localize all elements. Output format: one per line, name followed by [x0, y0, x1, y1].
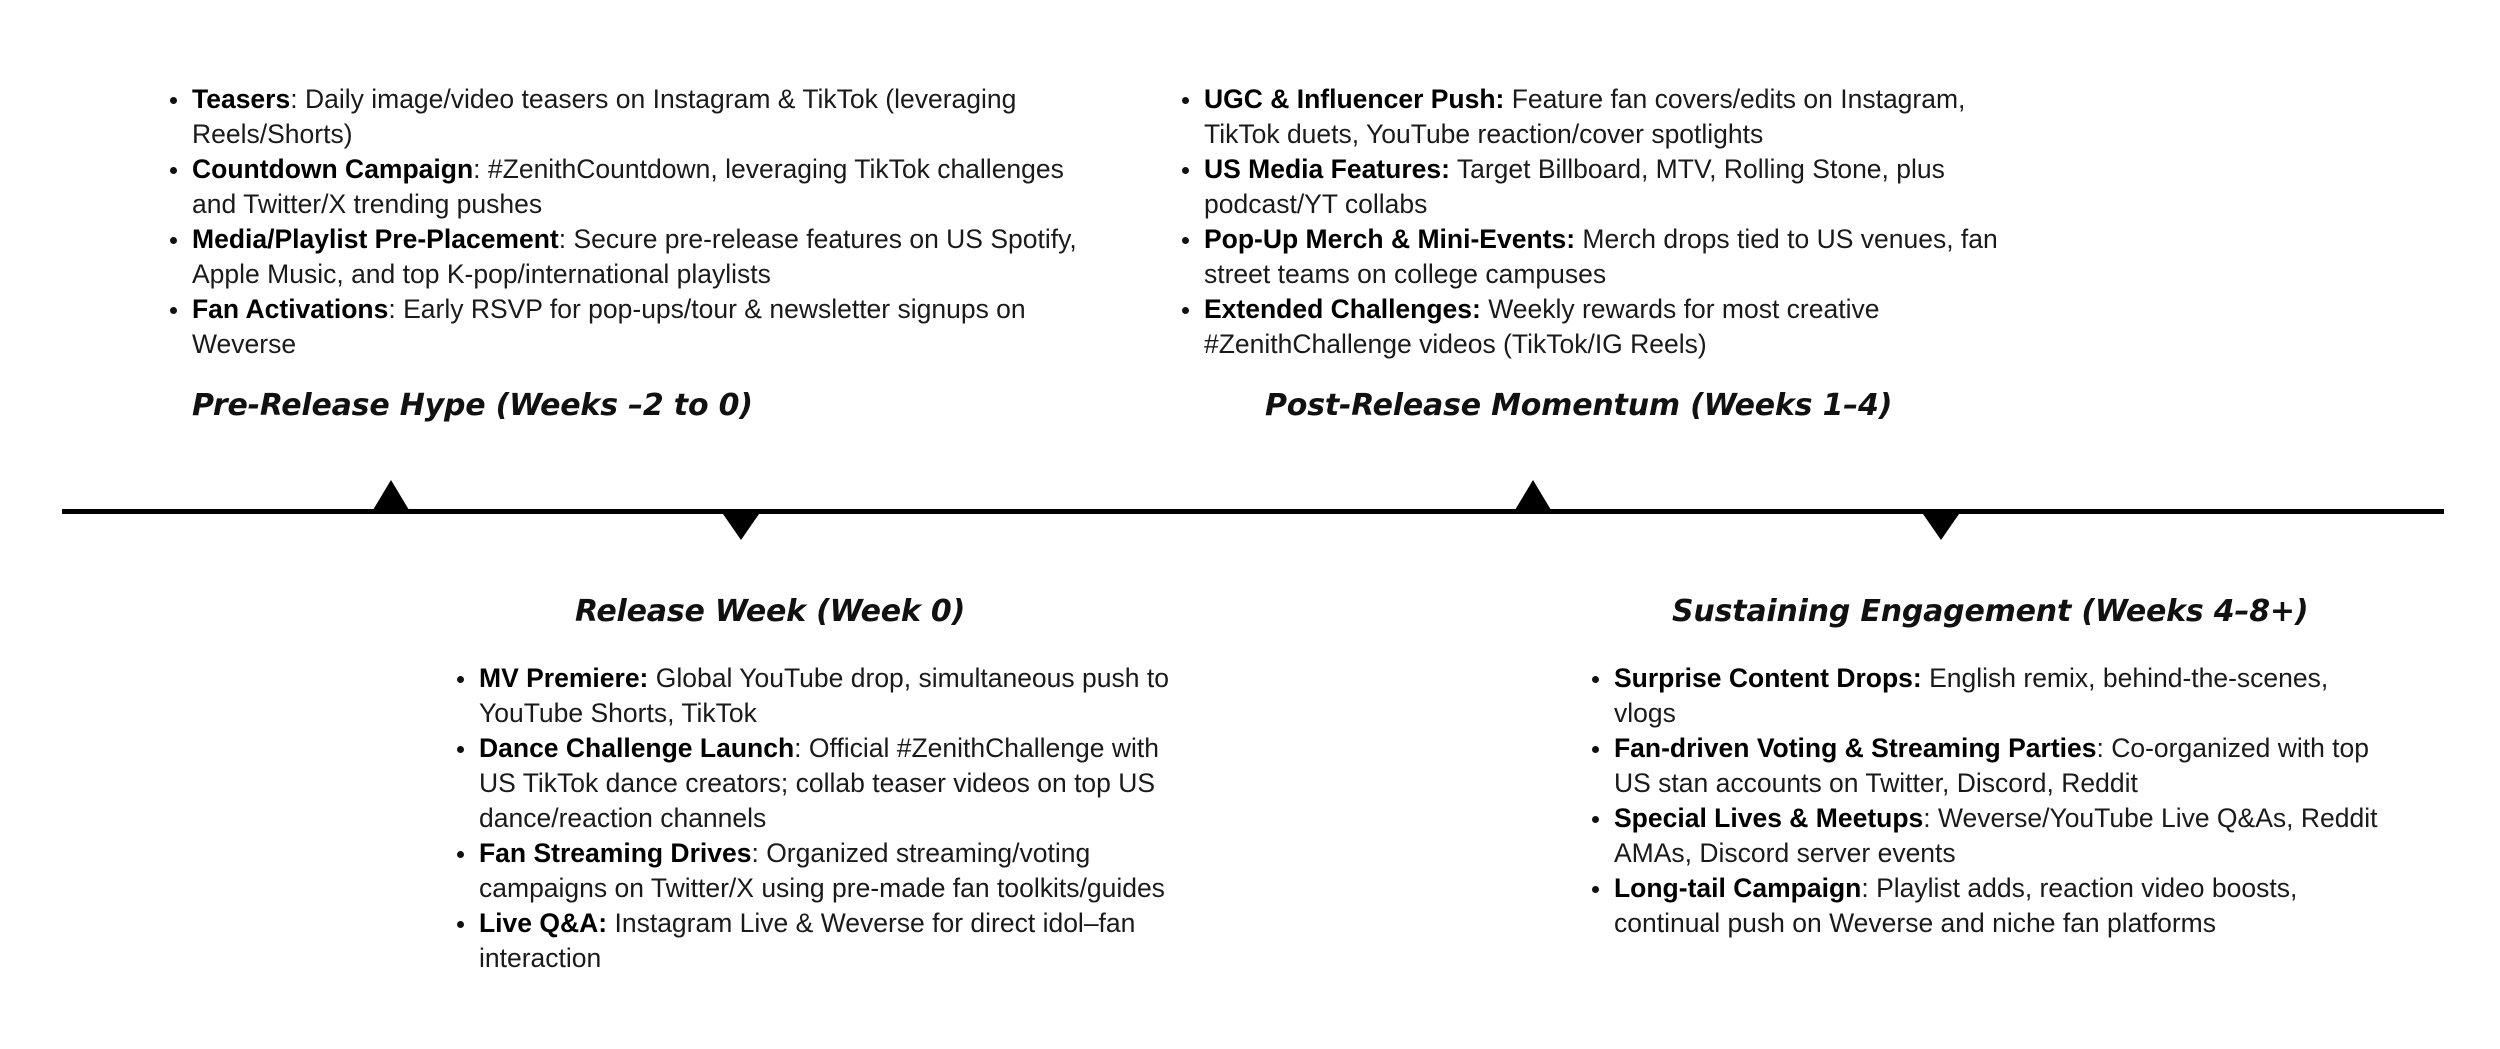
phase-release-week-title: Release Week (Week 0)	[575, 594, 966, 629]
list-item: Surprise Content Drops: English remix, behind-the-scenes, vlogs	[1614, 661, 2384, 731]
timeline-marker-pre-release	[373, 480, 409, 510]
phase-post-release-title: Post-Release Momentum (Weeks 1–4)	[1265, 388, 1893, 423]
list-item: Teasers: Daily image/video teasers on Instagram & TikTok (leveraging Reels/Shorts)	[192, 82, 1102, 152]
list-item: US Media Features: Target Billboard, MTV, Rolling Stone, plus podcast/YT collabs	[1204, 152, 2014, 222]
list-item: Live Q&A: Instagram Live & Weverse for direct idol–fan interaction	[479, 906, 1189, 976]
timeline-marker-release-week	[723, 514, 759, 540]
list-item: Fan-driven Voting & Streaming Parties: Co-organized with top US stan accounts on Twitter, Discord, Reddit	[1614, 731, 2384, 801]
list-item: Dance Challenge Launch: Official #ZenithChallenge with US TikTok dance creators; collab teaser videos on top US dance/reaction channels	[479, 731, 1189, 836]
phase-sustaining-title: Sustaining Engagement (Weeks 4–8+)	[1672, 594, 2309, 629]
list-item: Special Lives & Meetups: Weverse/YouTube Live Q&As, Reddit AMAs, Discord server events	[1614, 801, 2384, 871]
phase-pre-release-title: Pre-Release Hype (Weeks –2 to 0)	[192, 388, 753, 423]
phase-sustaining-list	[1584, 661, 2384, 941]
list-item: UGC & Influencer Push: Feature fan covers/edits on Instagram, TikTok duets, YouTube reaction/cover spotlights	[1204, 82, 2014, 152]
list-item: MV Premiere: Global YouTube drop, simultaneous push to YouTube Shorts, TikTok	[479, 661, 1189, 731]
timeline-marker-post-release	[1515, 480, 1551, 510]
list-item: Pop-Up Merch & Mini-Events: Merch drops tied to US venues, fan street teams on college campuses	[1204, 222, 2014, 292]
phase-release-week-list	[449, 661, 1189, 976]
list-item: Long-tail Campaign: Playlist adds, reaction video boosts, continual push on Weverse and niche fan platforms	[1614, 871, 2384, 941]
timeline-axis	[62, 509, 2444, 514]
list-item: Countdown Campaign: #ZenithCountdown, leveraging TikTok challenges and Twitter/X trending pushes	[192, 152, 1102, 222]
phase-pre-release-list	[162, 82, 1102, 362]
phase-post-release-list	[1174, 82, 2014, 362]
list-item: Media/Playlist Pre-Placement: Secure pre-release features on US Spotify, Apple Music, and top K-pop/international playlists	[192, 222, 1102, 292]
timeline-marker-sustaining	[1923, 514, 1959, 540]
list-item: Extended Challenges: Weekly rewards for most creative #ZenithChallenge videos (TikTok/IG Reels)	[1204, 292, 2014, 362]
list-item: Fan Streaming Drives: Organized streaming/voting campaigns on Twitter/X using pre-made fan toolkits/guides	[479, 836, 1189, 906]
list-item: Fan Activations: Early RSVP for pop-ups/tour & newsletter signups on Weverse	[192, 292, 1102, 362]
